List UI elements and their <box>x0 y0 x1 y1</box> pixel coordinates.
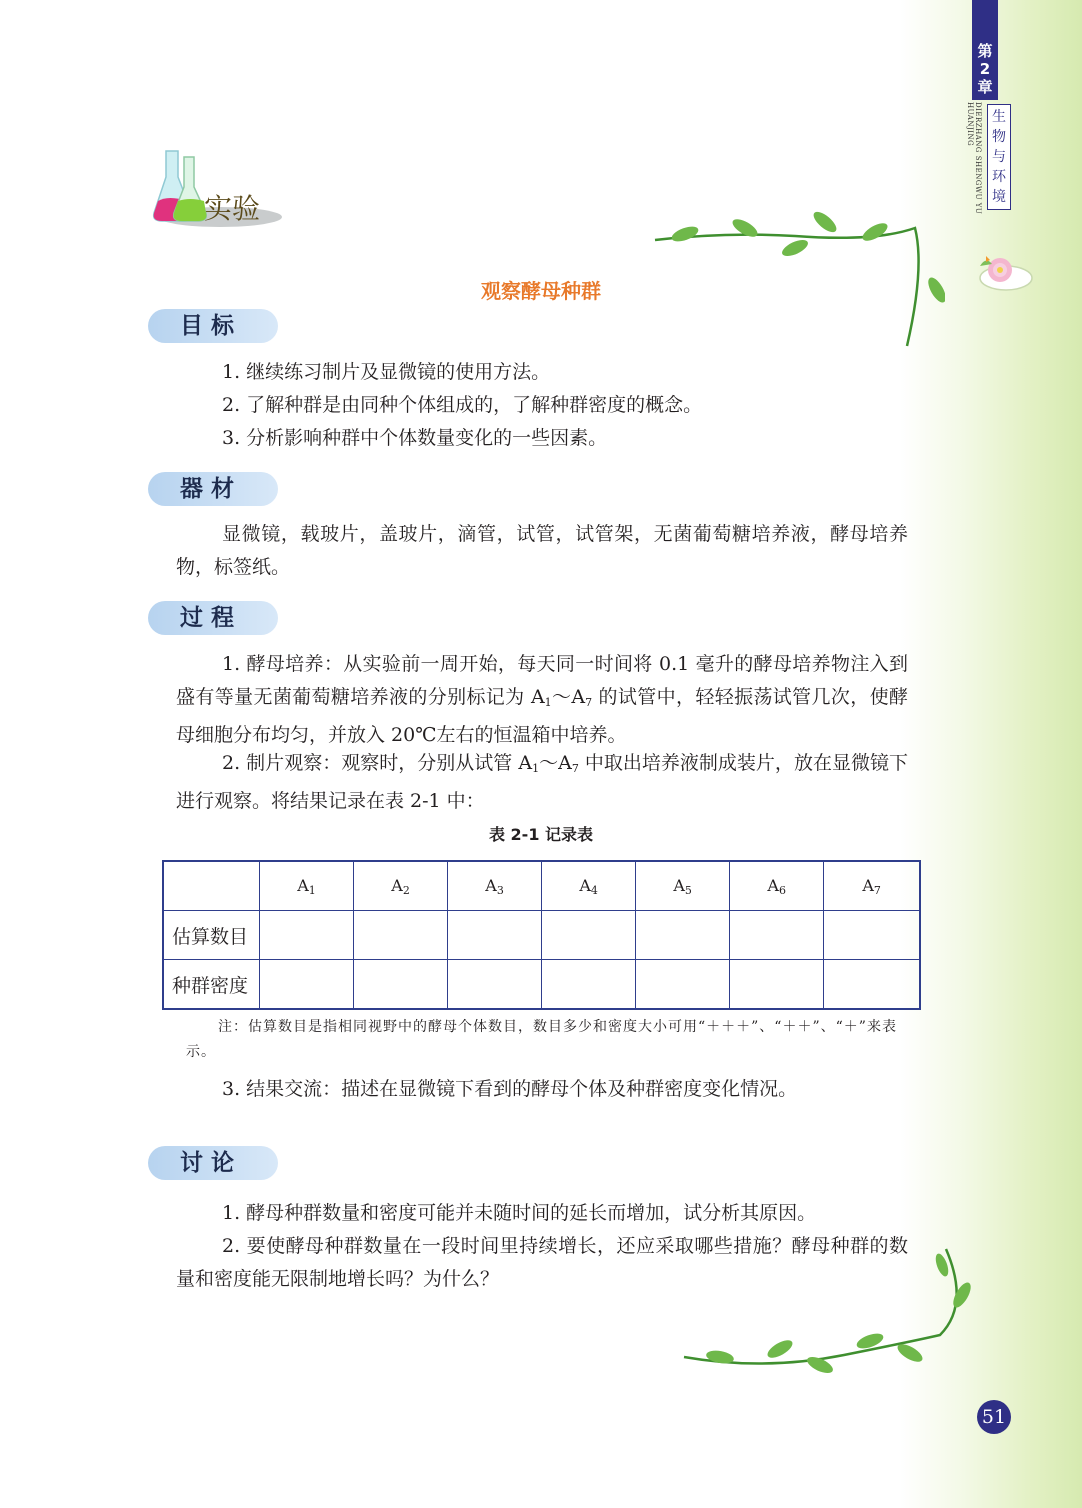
process-step-2 <box>176 747 908 818</box>
table-cell <box>354 911 448 960</box>
table-cell <box>730 960 824 1010</box>
column-header: $A_6$ <box>730 861 824 911</box>
step-1-text: 的试管中，轻轻振荡试管几次，使酵母细胞分布均匀，并放入 20℃左右的恒温箱中培养。 <box>176 686 908 746</box>
chapter-title <box>987 104 1011 210</box>
section-label-discussion: 讨论 <box>148 1146 278 1180</box>
column-header: $A_4$ <box>542 861 636 911</box>
chapter-title-char: 境 <box>992 189 1006 205</box>
chapter-pinyin: DIERZHANG SHENGWU YU HUANJING <box>966 102 982 215</box>
table-cell <box>730 911 824 960</box>
process-step-3: 3. 结果交流：描述在显微镜下看到的酵母个体及种群密度变化情况。 <box>222 1078 798 1100</box>
table-header-row <box>163 861 920 911</box>
vine-decoration-icon <box>680 1245 980 1385</box>
goal-item: 1. 继续练习制片及显微镜的使用方法。 <box>222 361 551 383</box>
chapter-char: 2 <box>979 60 991 78</box>
table-cell <box>636 960 730 1010</box>
step-2-text: 2. 制片观察：观察时，分别从试管 <box>222 752 519 774</box>
process-step-1 <box>176 648 908 752</box>
chapter-tab <box>972 0 998 100</box>
table-corner-cell <box>163 861 260 911</box>
chapter-title-char: 生 <box>992 109 1006 125</box>
section-label-goals: 目标 <box>148 309 278 343</box>
step-2-text: 中取出培养液制成装片，放在显微镜下进行观察。将结果记录在表 2-1 中： <box>176 752 908 812</box>
table-cell <box>542 911 636 960</box>
column-header: $A_3$ <box>448 861 542 911</box>
goal-item: 2. 了解种群是由同种个体组成的，了解种群密度的概念。 <box>222 394 703 416</box>
discussion-item: 2. 要使酵母种群数量在一段时间里持续增长，还应采取哪些措施？酵母种群的数量和密度能无限制地增长吗？为什么？ <box>176 1235 908 1290</box>
row-header: 种群密度 <box>163 960 260 1010</box>
chapter-title-char: 环 <box>992 169 1006 185</box>
table-cell <box>824 960 920 1010</box>
column-header: $A_2$ <box>354 861 448 911</box>
experiment-badge: 实验 <box>204 192 261 225</box>
table-note: 注：估算数目是指相同视野中的酵母个体数目，数目多少和密度大小可用“＋＋＋”、“＋＋”、“＋”来表示。 <box>186 1019 897 1060</box>
table-cell <box>260 960 354 1010</box>
chapter-title-char: 物 <box>992 129 1006 145</box>
table-cell <box>260 911 354 960</box>
table-row <box>163 960 920 1010</box>
table-row <box>163 911 920 960</box>
table-cell <box>824 911 920 960</box>
column-header: $A_5$ <box>636 861 730 911</box>
row-header: 估算数目 <box>163 911 260 960</box>
step-1-text: 1. 酵母培养：从实验前一周开始，每天同一时间将 0.1 毫升的酵母培养物注入到盛有等量无菌葡萄糖培养液的分别标记为 <box>176 653 908 708</box>
table-cell <box>448 911 542 960</box>
discussion-item: 1. 酵母种群数量和密度可能并未随时间的延长而增加，试分析其原因。 <box>222 1202 817 1224</box>
section-label-process: 过程 <box>148 601 278 635</box>
tube-range: $A_1\sim A_7$ <box>530 686 593 709</box>
table-title: 表 2-1 记录表 <box>488 825 594 844</box>
goal-item: 3. 分析影响种群中个体数量变化的一些因素。 <box>222 427 608 449</box>
tube-range: $A_1\sim A_7$ <box>518 752 579 775</box>
page-number: 51 <box>977 1400 1011 1434</box>
column-header: $A_1$ <box>260 861 354 911</box>
record-table <box>162 860 921 1010</box>
table-cell <box>448 960 542 1010</box>
chapter-char: 章 <box>977 78 993 96</box>
table-cell <box>542 960 636 1010</box>
section-label-materials: 器材 <box>148 472 278 506</box>
page-title: 观察酵母种群 <box>481 279 601 303</box>
chapter-char: 第 <box>977 42 993 60</box>
table-cell <box>636 911 730 960</box>
chapter-title-char: 与 <box>992 149 1006 165</box>
column-header: $A_7$ <box>824 861 920 911</box>
table-cell <box>354 960 448 1010</box>
materials-text: 显微镜，载玻片，盖玻片，滴管，试管，试管架，无菌葡萄糖培养液，酵母培养物，标签纸。 <box>176 523 908 578</box>
